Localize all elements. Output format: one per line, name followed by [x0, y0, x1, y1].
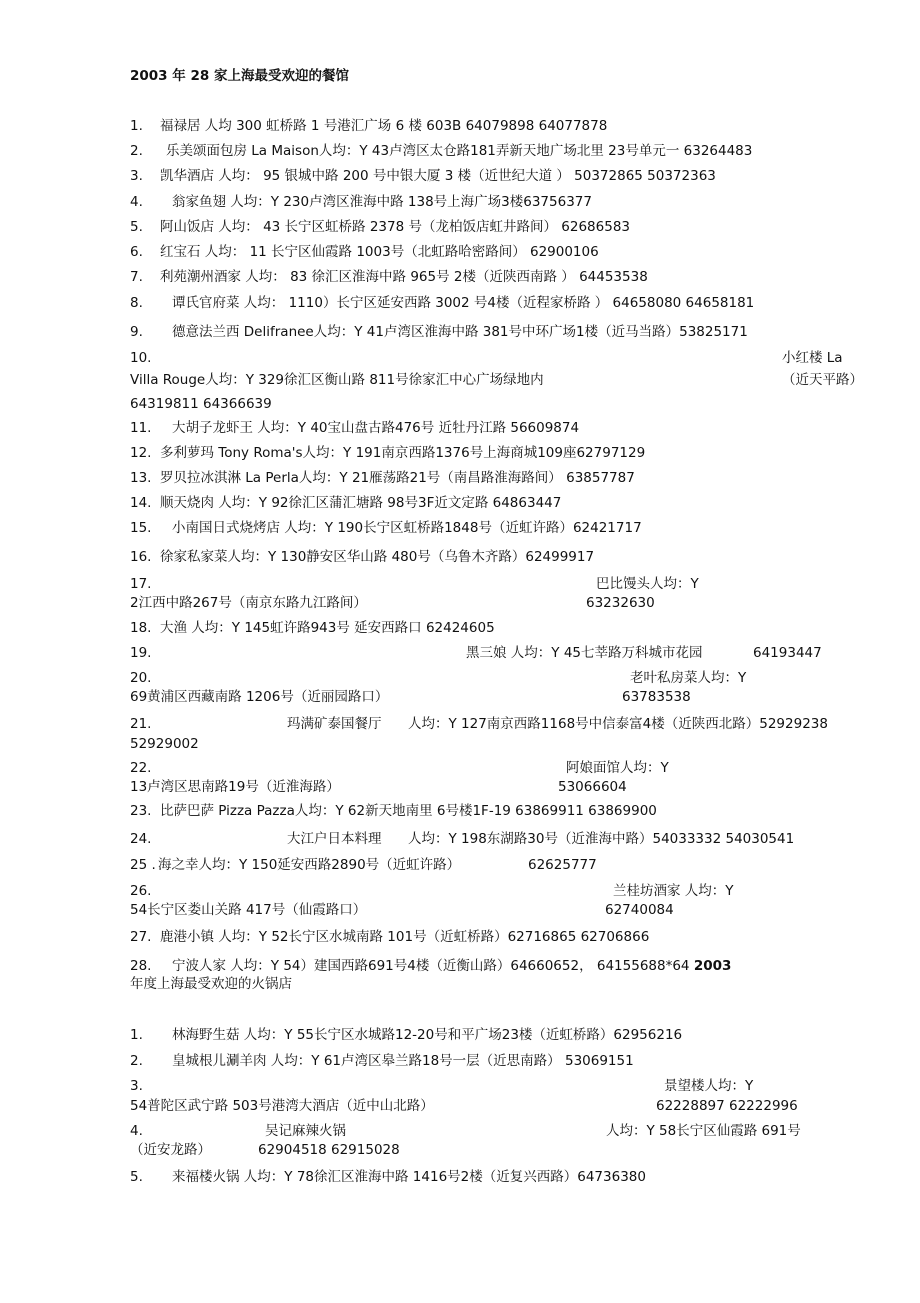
list-item: 6. — [130, 244, 143, 260]
list-item: 23. — [130, 803, 152, 819]
list-item-phone: 62625777 — [528, 857, 597, 873]
list-item: 7. — [130, 269, 143, 285]
list-item-text: 福禄居 人均 300 虹桥路 1 号港汇广场 6 楼 603B 64079898 64077878 — [160, 118, 608, 134]
list-item-text: 罗贝拉冰淇淋 La Perla人均：Y 21雁荡路21号（南昌路淮海路间） 63857787 — [160, 470, 635, 486]
list-item-phone: 63232630 — [586, 595, 655, 611]
list-item-address: 2江西中路267号（南京东路九江路间） — [130, 595, 367, 611]
list-item: 21. — [130, 716, 152, 732]
list-item-name: 大江户日本料理 — [287, 831, 382, 847]
document-title: 2003 年 28 家上海最受欢迎的餐馆 — [130, 68, 349, 84]
list-item-address: 54普陀区武宁路 503号港湾大酒店（近中山北路） — [130, 1098, 434, 1114]
list-item: 18. — [130, 620, 152, 636]
list-item-address: （近安龙路） — [130, 1142, 211, 1158]
list-item: 8. — [130, 295, 143, 311]
list-item: 13. — [130, 470, 152, 486]
list-item-text: 小南国日式烧烤店 人均：Y 190长宁区虹桥路1848号（近虹许路）62421717 — [172, 520, 642, 536]
list-item-text: 多利萝玛 Tony Roma's人均：Y 191南京西路1376号上海商城109座62797129 — [160, 445, 646, 461]
list-item-name: 黑三娘 人均：Y 45七莘路万科城市花园 — [466, 645, 703, 661]
list-item: 14. — [130, 495, 152, 511]
list-item-name: 兰桂坊酒家 人均：Y — [613, 883, 734, 899]
list-item: 15. — [130, 520, 152, 536]
list-item: 4. — [130, 194, 143, 210]
list-item-note: （近天平路） — [782, 372, 863, 388]
list-item: 2. — [130, 143, 143, 159]
list-item-text: 林海野生菇 人均：Y 55长宁区水城路12-20号和平广场23楼（近虹桥路）62956216 — [172, 1027, 683, 1043]
list-item-text: 来福楼火锅 人均：Y 78徐汇区淮海中路 1416号2楼（近复兴西路）64736380 — [172, 1169, 646, 1185]
list-item-name: 小红楼 La — [782, 350, 843, 366]
section-title: 年度上海最受欢迎的火锅店 — [130, 976, 292, 992]
list-item-text: 人均：Y 127南京西路1168号中信泰富4楼（近陕西北路）52929238 — [408, 716, 828, 732]
list-item: 19. — [130, 645, 152, 661]
list-item-text: 宁波人家 人均：Y 54）建国西路691号4楼（近衡山路）64660652， 64155688*64 2003 — [172, 958, 732, 974]
list-item-text: 德意法兰西 Delifranee人均：Y 41卢湾区淮海中路 381号中环广场1楼（近马当路）53825171 — [172, 324, 748, 340]
list-item: 1. — [130, 118, 143, 134]
list-item-name: 老叶私房菜人均：Y — [630, 670, 747, 686]
list-item-phone: 63783538 — [622, 689, 691, 705]
list-item-text: 乐美颂面包房 La Maison人均：Y 43卢湾区太仓路181弄新天地广场北里 23号单元一 63264483 — [166, 143, 753, 159]
list-item-text: 人均：Y 58长宁区仙霞路 691号 — [606, 1123, 801, 1139]
list-item: 12. — [130, 445, 152, 461]
list-item: 5. — [130, 219, 143, 235]
list-item: 20. — [130, 670, 152, 686]
list-item: 3. — [130, 1078, 143, 1094]
list-item-name: 阿娘面馆人均：Y — [566, 760, 669, 776]
list-item-text: 顺天烧肉 人均：Y 92徐汇区蒲汇塘路 98号3F近文定路 64863447 — [160, 495, 562, 511]
list-item: 24. — [130, 831, 152, 847]
list-item: 25 . — [130, 857, 156, 873]
year-heading: 2003 — [693, 958, 732, 974]
list-item-text: 比萨巴萨 Pizza Pazza人均：Y 62新天地南里 6号楼1F-19 63869911 63869900 — [160, 803, 657, 819]
list-item: 27. — [130, 929, 152, 945]
list-item-name: 巴比馒头人均：Y — [596, 576, 699, 592]
list-item-name: 玛满矿泰国餐厅 — [287, 716, 382, 732]
list-item: 11. — [130, 420, 152, 436]
list-item: 16. — [130, 549, 152, 565]
list-item-text: 人均：Y 198东湖路30号（近淮海中路）54033332 54030541 — [408, 831, 795, 847]
list-item-text: 徐家私家菜人均：Y 130静安区华山路 480号（乌鲁木齐路）62499917 — [160, 549, 595, 565]
list-item-phone: 62228897 62222996 — [656, 1098, 798, 1114]
list-item-phone: 53066604 — [558, 779, 627, 795]
list-item-text: 鹿港小镇 人均：Y 52长宁区水城南路 101号（近虹桥路）62716865 62706866 — [160, 929, 650, 945]
list-item-text: 大渔 人均：Y 145虹许路943号 延安西路口 62424605 — [160, 620, 495, 636]
list-item: 1. — [130, 1027, 143, 1043]
list-item-address: Villa Rouge人均：Y 329徐汇区衡山路 811号徐家汇中心广场绿地内 — [130, 372, 544, 388]
list-item-text: 海之幸人均：Y 150延安西路2890号（近虹许路） — [158, 857, 461, 873]
list-item-phone: 52929002 — [130, 736, 199, 752]
list-item-text: 大胡子龙虾王 人均：Y 40宝山盘古路476号 近牡丹江路 56609874 — [172, 420, 580, 436]
list-item-address: 13卢湾区思南路19号（近淮海路） — [130, 779, 340, 795]
list-item: 10. — [130, 350, 152, 366]
list-item-text: 皇城根儿涮羊肉 人均：Y 61卢湾区皋兰路18号一层（近思南路） 53069151 — [172, 1053, 634, 1069]
list-item: 2. — [130, 1053, 143, 1069]
list-item-phone: 64193447 — [753, 645, 822, 661]
list-item-phone: 64319811 64366639 — [130, 396, 272, 412]
list-item: 17. — [130, 576, 152, 592]
list-item: 3. — [130, 168, 143, 184]
list-item: 28. — [130, 958, 152, 974]
list-item: 26. — [130, 883, 152, 899]
list-item-text: 谭氏官府菜 人均： 1110）长宁区延安西路 3002 号4楼（近程家桥路 ） 64658080 64658181 — [172, 295, 755, 311]
list-item-phone: 62904518 62915028 — [258, 1142, 400, 1158]
list-item-text: 红宝石 人均： 11 长宁区仙霞路 1003号（北虹路哈密路间） 62900106 — [160, 244, 599, 260]
list-item: 5. — [130, 1169, 143, 1185]
list-item-text: 翁家鱼翅 人均：Y 230卢湾区淮海中路 138号上海广场3楼63756377 — [172, 194, 592, 210]
list-item: 4. — [130, 1123, 143, 1139]
list-item-phone: 62740084 — [605, 902, 674, 918]
list-item-address: 69黄浦区西藏南路 1206号（近丽园路口） — [130, 689, 389, 705]
list-item-text: 阿山饭店 人均： 43 长宁区虹桥路 2378 号（龙柏饭店虹井路间） 62686583 — [160, 219, 630, 235]
list-item-text: 凯华酒店 人均： 95 银城中路 200 号中银大厦 3 楼（近世纪大道 ） 50372865 50372363 — [160, 168, 716, 184]
list-item: 22. — [130, 760, 152, 776]
list-item-name: 景望楼人均：Y — [664, 1078, 754, 1094]
list-item-text: 利苑潮州酒家 人均： 83 徐汇区淮海中路 965号 2楼（近陕西南路 ） 64453538 — [160, 269, 648, 285]
list-item-address: 54长宁区娄山关路 417号（仙霞路口） — [130, 902, 367, 918]
list-item-name: 吴记麻辣火锅 — [265, 1123, 346, 1139]
list-item: 9. — [130, 324, 143, 340]
